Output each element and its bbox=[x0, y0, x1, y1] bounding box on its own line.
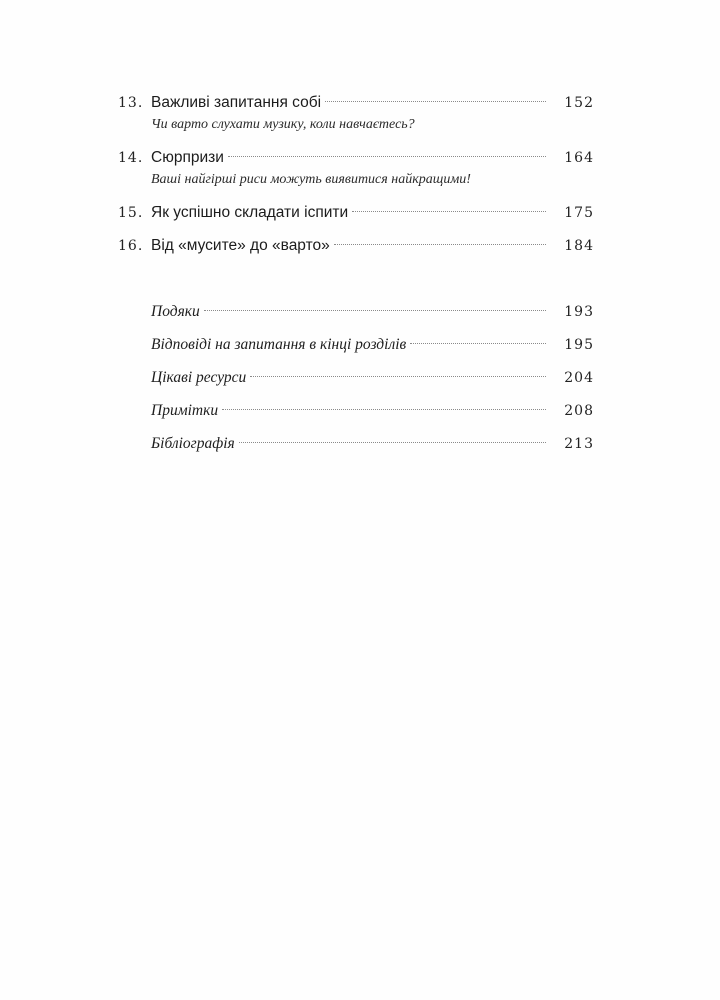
toc-entry-chapter-14[interactable] bbox=[118, 149, 594, 190]
back-matter-title: Подяки bbox=[151, 303, 200, 320]
chapter-number: 13. bbox=[118, 95, 144, 111]
chapter-subtitle: Ваші найгірші риси можуть виявитися найкращими! bbox=[151, 172, 471, 187]
toc-entry-chapter-16[interactable] bbox=[118, 237, 594, 259]
back-matter-title: Примітки bbox=[151, 402, 219, 419]
dot-leader bbox=[352, 211, 546, 212]
chapter-number: 16. bbox=[118, 238, 144, 254]
dot-leader bbox=[410, 343, 546, 344]
dot-leader bbox=[228, 156, 546, 157]
dot-leader bbox=[325, 101, 546, 102]
dot-leader bbox=[250, 376, 546, 377]
page-number: 208 bbox=[564, 403, 594, 419]
chapter-title: Важливі запитання собі bbox=[151, 94, 322, 111]
chapter-number: 15. bbox=[118, 205, 144, 221]
back-matter-title: Бібліографія bbox=[151, 435, 235, 452]
page-number: 213 bbox=[564, 436, 594, 452]
toc-entry-answers[interactable] bbox=[151, 336, 594, 369]
chapter-number: 14. bbox=[118, 150, 144, 166]
back-matter-title: Цікаві ресурси bbox=[151, 369, 247, 386]
toc-entry-chapter-15[interactable] bbox=[118, 204, 594, 226]
toc-entry-chapter-13[interactable] bbox=[118, 94, 594, 135]
page-number: 175 bbox=[564, 205, 594, 221]
dot-leader bbox=[222, 409, 546, 410]
toc-entry-acknowledgements[interactable] bbox=[151, 303, 594, 336]
page-number: 184 bbox=[564, 238, 594, 254]
toc-entry-bibliography[interactable] bbox=[151, 435, 594, 468]
chapter-subtitle: Чи варто слухати музику, коли навчаєтесь? bbox=[151, 117, 415, 132]
dot-leader bbox=[334, 244, 546, 245]
page-number: 164 bbox=[564, 150, 594, 166]
page-number: 204 bbox=[564, 370, 594, 386]
toc-entry-resources[interactable] bbox=[151, 369, 594, 402]
dot-leader bbox=[204, 310, 546, 311]
back-matter-title: Відповіді на запитання в кінці розділів bbox=[151, 336, 407, 353]
chapter-title: Сюрпризи bbox=[151, 149, 224, 166]
dot-leader bbox=[239, 442, 546, 443]
toc-entry-notes[interactable] bbox=[151, 402, 594, 435]
chapter-title: Від «мусите» до «варто» bbox=[151, 237, 330, 254]
chapter-title: Як успішно складати іспити bbox=[151, 204, 349, 221]
page-number: 193 bbox=[564, 304, 594, 320]
page-number: 195 bbox=[564, 337, 594, 353]
page-number: 152 bbox=[564, 95, 594, 111]
table-of-contents-back-matter bbox=[151, 303, 594, 468]
